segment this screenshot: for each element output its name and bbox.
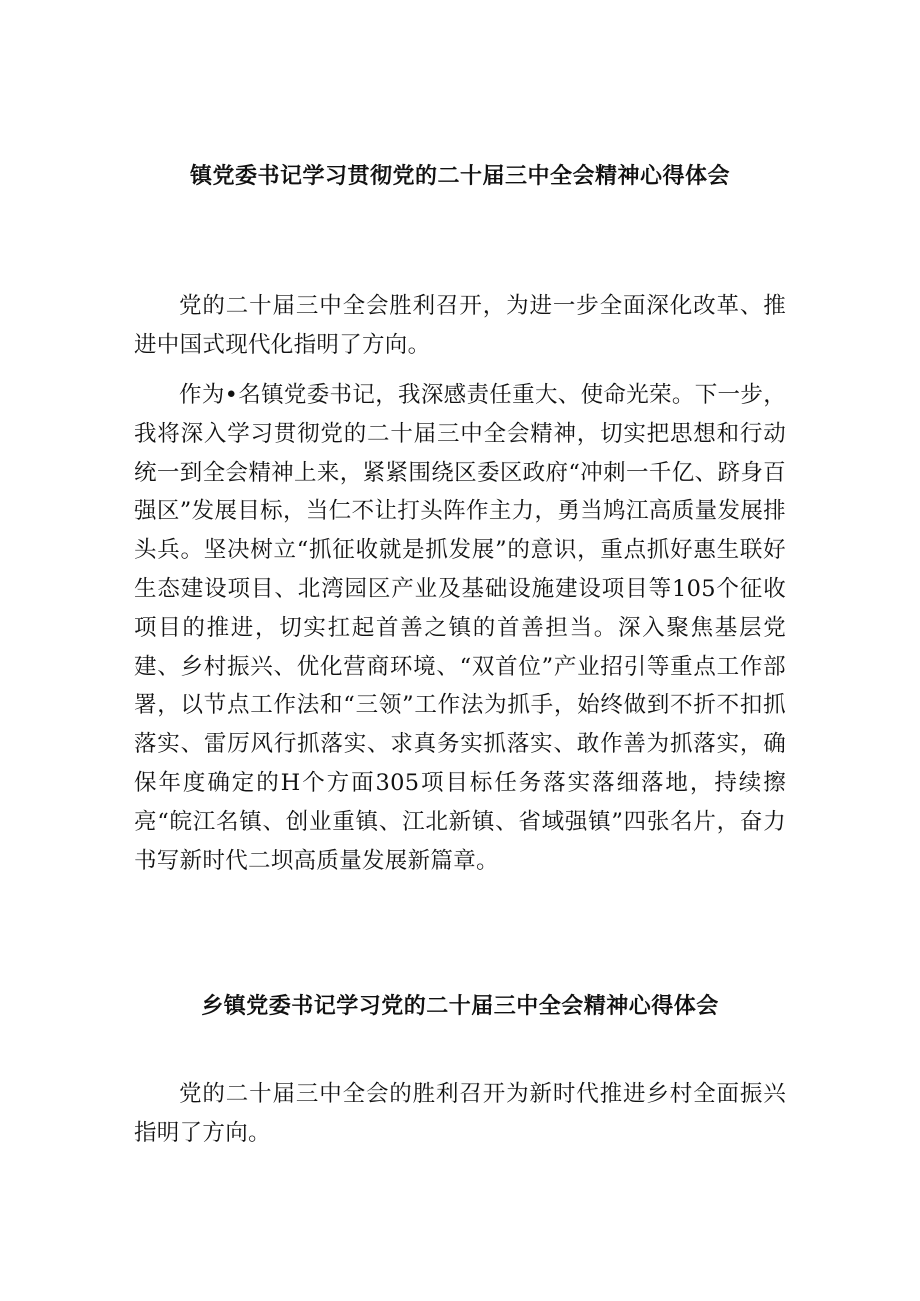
- section-2-title: 乡镇党委书记学习党的二十届三中全会精神心得体会: [201, 994, 719, 1019]
- section-1-title: 镇党委书记学习贯彻党的二十届三中全会精神心得体会: [189, 164, 730, 189]
- section-1-paragraph-1: 党的二十届三中全会胜利召开，为进一步全面深化改革、推进中国式现代化指明了方向。: [134, 293, 786, 358]
- section-1-paragraph-2: 作为•名镇党委书记，我深感责任重大、使命光荣。下一步，我将深入学习贯彻党的二十届三中全会精神，切实把思想和行动统一到全会精神上来，紧紧围绕区委区政府“冲刺一千亿、跻身百强区”发展目标，当仁不让打头阵作主力，勇当鸠江高质量发展排头兵。坚决树立“抓征收就是抓发展”的意识，重点抓好惠生联好生态建设项目、北湾园区产业及基础设施建设项目等105个征收项目的推进，切实扛起首善之镇的首善担当。深入聚焦基层党建、乡村振兴、优化营商环境、“双首位”产业招引等重点工作部署，以节点工作法和“三领”工作法为抓手，始终做到不折不扣抓落实、雷厉风行抓落实、求真务实抓落实、敢作善为抓落实，确保年度确定的H个方面305项目标任务落实落细落地，持续擦亮“皖江名镇、创业重镇、江北新镇、省域强镇”四张名片，奋力书写新时代二坝高质量发展新篇章。: [134, 382, 786, 874]
- section-2-paragraph-1: 党的二十届三中全会的胜利召开为新时代推进乡村全面振兴指明了方向。: [134, 1081, 786, 1146]
